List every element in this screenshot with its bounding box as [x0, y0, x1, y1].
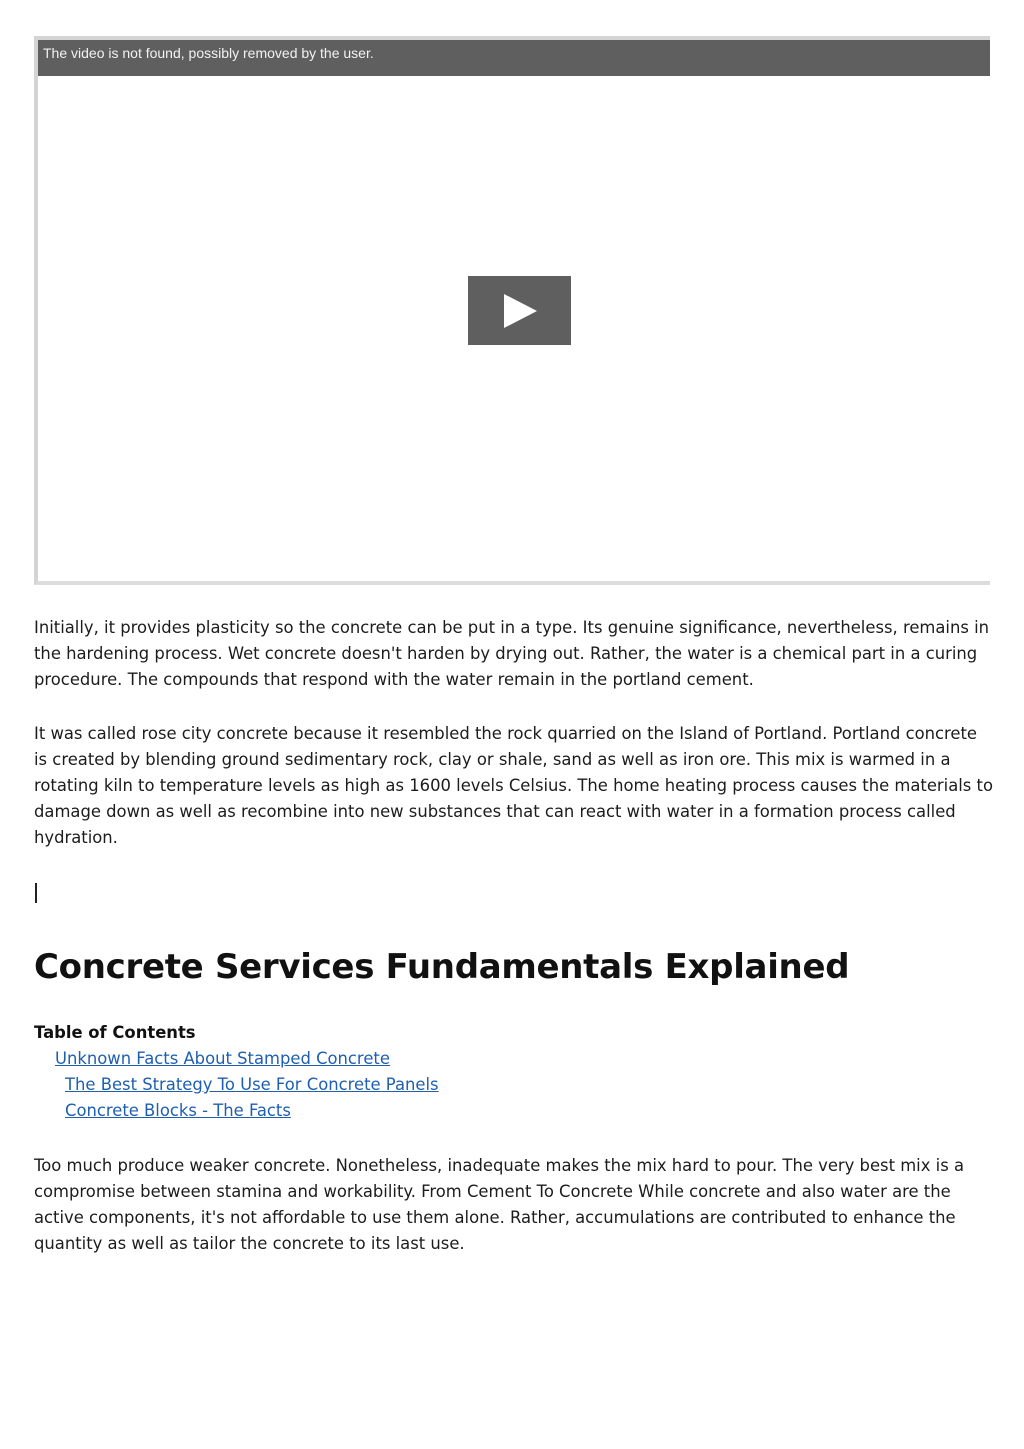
video-error-bar [38, 40, 990, 76]
play-icon [502, 293, 538, 329]
play-button[interactable] [468, 276, 571, 345]
text-cursor [35, 883, 37, 903]
video-player[interactable] [34, 36, 990, 585]
toc-link[interactable]: Concrete Blocks - The Facts [65, 1101, 291, 1120]
body-paragraph: It was called rose city concrete because it resembled the rock quarried on the Island of Portland. Portland concrete is created by blending ground sedimentary rock, clay or shale, sand as well as iron ore. This mix is warmed in a rotating kiln to temperature levels as high as 1600 levels Celsius. The home heating process causes the materials to damage down as well as recombine into new substances that can react with water in a formation process called hydration. [34, 724, 993, 847]
video-error-message: The video is not found, possibly removed by the user. [43, 45, 374, 61]
article-heading: Concrete Services Fundamentals Explained [34, 947, 850, 987]
toc-link[interactable]: The Best Strategy To Use For Concrete Panels [65, 1075, 439, 1094]
body-paragraph: Initially, it provides plasticity so the concrete can be put in a type. Its genuine significance, nevertheless, remains in the hardening process. Wet concrete doesn't harden by drying out. Rather, the water is a chemical part in a curing procedure. The compounds that respond with the water remain in the portland cement. [34, 618, 990, 689]
toc-link[interactable]: Unknown Facts About Stamped Concrete [55, 1049, 390, 1068]
body-paragraph: Too much produce weaker concrete. Nonetheless, inadequate makes the mix hard to pour. The very best mix is a compromise between stamina and workability. From Cement To Concrete While concrete and also water are the active components, it's not affordable to use them alone. Rather, accumulations are contributed to enhance the quantity as well as tailor the concrete to its last use. [34, 1156, 964, 1253]
toc-title: Table of Contents [34, 1023, 196, 1042]
